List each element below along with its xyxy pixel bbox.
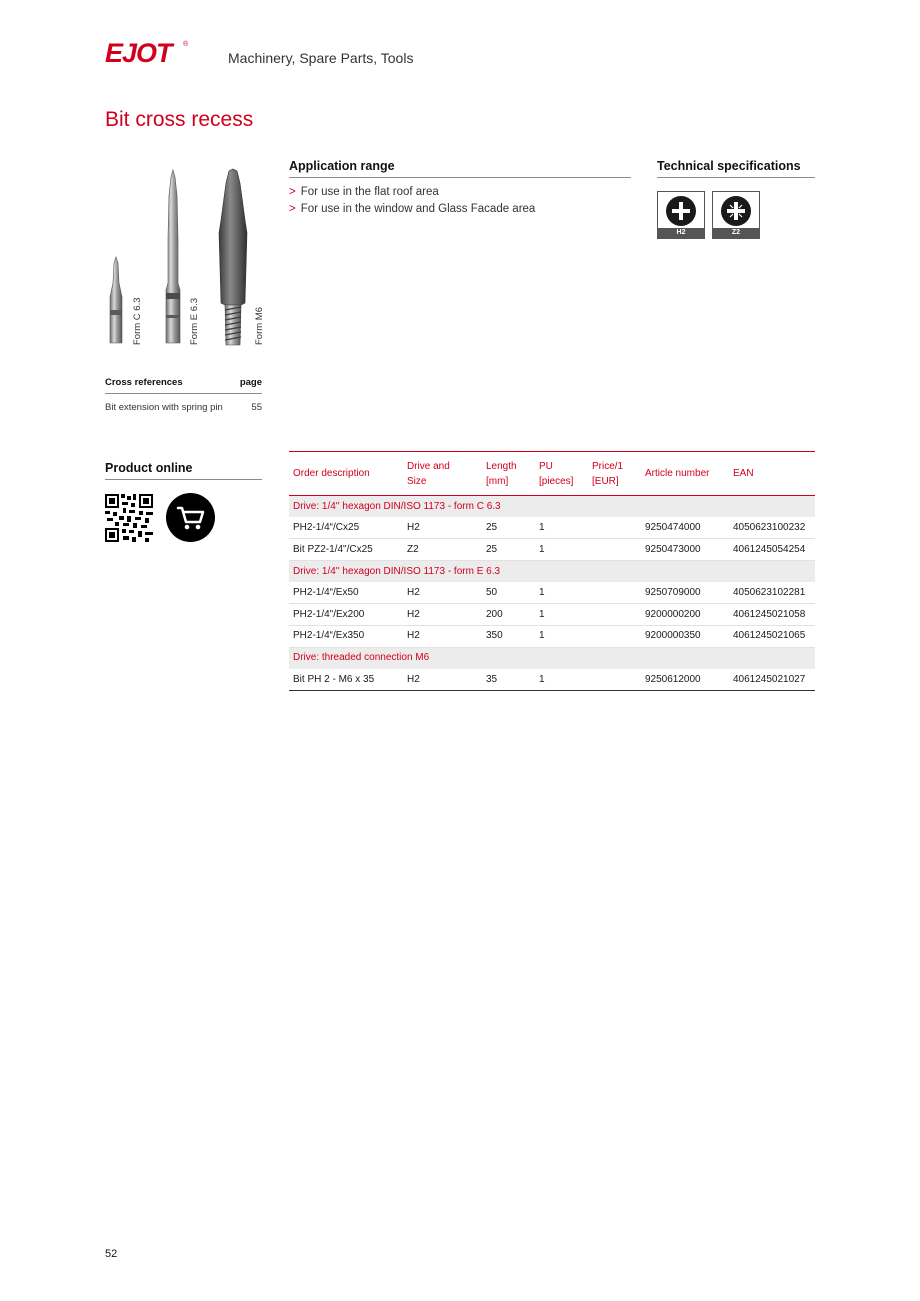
table-row: Bit PH 2 - M6 x 35 H2 35 1 9250612000 4061245021027: [289, 669, 815, 691]
bit-form-e: [166, 170, 180, 343]
cross-reference-page: 55: [251, 402, 262, 413]
page-number: 52: [105, 1248, 118, 1260]
col-price: Price/1 [EUR]: [588, 452, 641, 496]
shopping-cart-icon: [166, 493, 215, 542]
bit-form-m6: [219, 169, 247, 345]
table-group-row: Drive: 1/4'' hexagon DIN/ISO 1173 - form E 6.3: [289, 561, 815, 583]
bit-form-c: [110, 257, 122, 343]
cross-references-page-heading: page: [239, 377, 262, 388]
table-header-row: [289, 452, 815, 496]
table-row: Bit PZ2-1/4"/Cx25 Z2 25 1 9250473000 4061245054254: [289, 539, 815, 561]
qr-code-icon[interactable]: [105, 494, 153, 542]
phillips-recess-icon: [666, 196, 696, 226]
registered-mark: ®: [183, 41, 189, 48]
shop-online-button[interactable]: [166, 493, 215, 542]
application-item: > For use in the flat roof area: [289, 186, 439, 198]
technical-specifications-rule: [657, 177, 815, 178]
application-range-list: [289, 184, 535, 218]
spec-h2: [657, 191, 705, 239]
col-drive-size: Drive and Size: [403, 452, 482, 496]
table-row: PH2-1/4“/Ex50 H2 50 1 9250709000 4050623102281: [289, 582, 815, 604]
col-ean: EAN: [729, 452, 815, 496]
spec-label: H2: [658, 228, 704, 238]
col-order-description: Order description: [289, 452, 403, 496]
product-online-heading: Product online: [105, 461, 193, 475]
cross-reference-name: Bit extension with spring pin: [105, 402, 223, 413]
cross-references-header: [105, 377, 262, 391]
product-images: [100, 165, 280, 350]
pozidriv-recess-icon: [721, 196, 751, 226]
ejot-logo: [105, 40, 187, 66]
product-online-rule: [105, 479, 262, 480]
cross-references: [105, 377, 262, 413]
table-group-row: Drive: 1/4'' hexagon DIN/ISO 1173 - form C 6.3: [289, 496, 815, 518]
col-length: Length [mm]: [482, 452, 535, 496]
table-row: PH2-1/4"/Ex200 H2 200 1 9200000200 4061245021058: [289, 604, 815, 626]
label-form-e: Form E 6.3: [189, 298, 200, 345]
application-item: > For use in the window and Glass Facade area: [289, 203, 536, 215]
page-title: Bit cross recess: [105, 108, 254, 131]
table-row: PH2-1/4“/Cx25 H2 25 1 9250474000 4050623100232: [289, 517, 815, 539]
table-group-row: Drive: threaded connection M6: [289, 647, 815, 669]
logo-text: EJOT: [105, 38, 172, 68]
technical-specifications-heading: Technical specifications: [657, 159, 801, 173]
application-range-heading: Application range: [289, 159, 395, 173]
table-row: PH2-1/4“/Ex350 H2 350 1 9200000350 4061245021065: [289, 626, 815, 648]
label-form-c: Form C 6.3: [132, 297, 143, 345]
header-section-title: Machinery, Spare Parts, Tools: [228, 50, 414, 66]
cross-reference-row: [105, 402, 262, 413]
col-article-number: Article number: [641, 452, 729, 496]
spec-label: Z2: [713, 228, 759, 238]
cross-references-rule: [105, 393, 262, 394]
order-table: [289, 451, 815, 691]
spec-z2: [712, 191, 760, 239]
col-pu: PU [pieces]: [535, 452, 588, 496]
chevron-right-icon: >: [289, 186, 296, 198]
label-form-m6: Form M6: [254, 307, 265, 345]
cross-references-heading: Cross references: [105, 377, 183, 388]
chevron-right-icon: >: [289, 203, 296, 215]
application-range-rule: [289, 177, 631, 178]
